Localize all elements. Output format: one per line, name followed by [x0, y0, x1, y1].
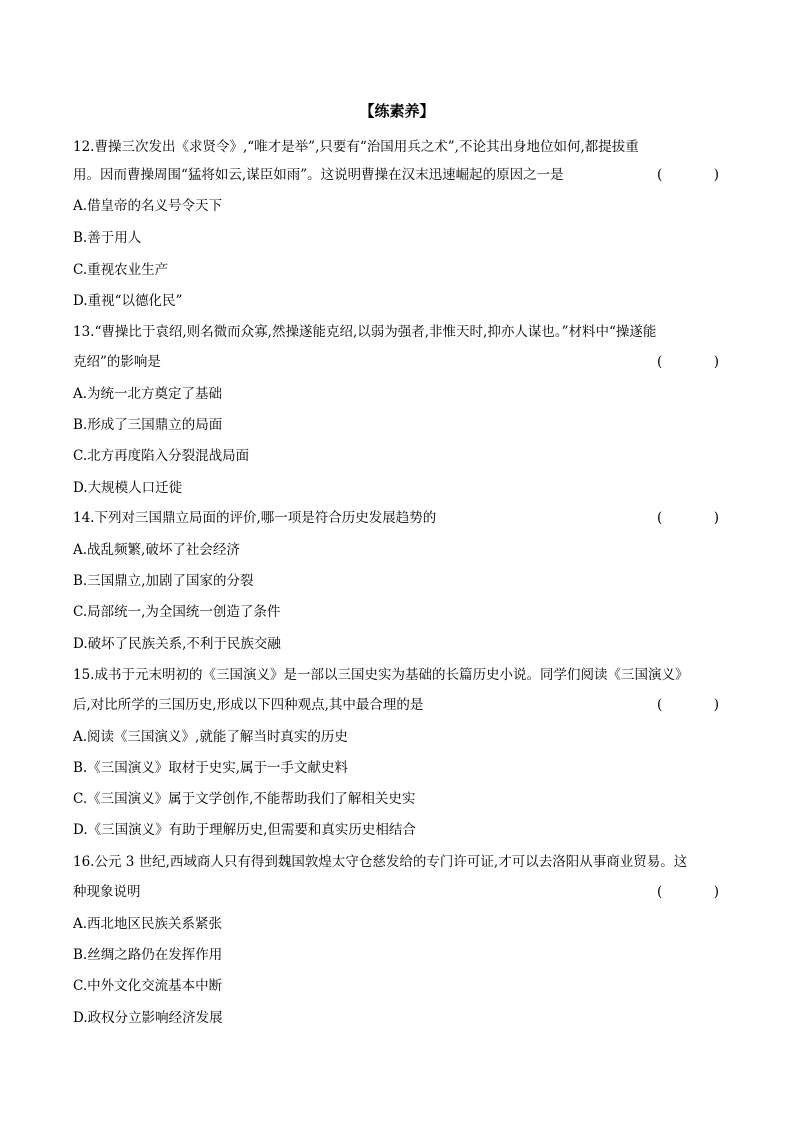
question-15-stem-line-1: 15.成书于元末明初的《三国演义》是一部以三国史实为基础的长篇历史小说。同学们阅读《三国演义》 — [73, 667, 689, 683]
question-14-option-a: A.战乱频繁,破坏了社会经济 — [73, 542, 240, 558]
question-13-stem-line-2: 克绍”的影响是 — [73, 354, 161, 370]
question-16-option-d: D.政权分立影响经济发展 — [73, 1010, 223, 1026]
question-12-answer-blank — [657, 165, 719, 185]
paren-close: ) — [713, 510, 719, 526]
question-12-option-d: D.重视“以德化民” — [73, 293, 183, 309]
question-15-option-b: B.《三国演义》取材于史实,属于一手文献史料 — [73, 760, 349, 776]
question-15-option-a: A.阅读《三国演义》,就能了解当时真实的历史 — [73, 729, 348, 745]
question-14-option-c: C.局部统一,为全国统一创造了条件 — [73, 604, 281, 620]
question-13-option-a: A.为统一北方奠定了基础 — [73, 386, 223, 402]
paren-close: ) — [713, 884, 719, 900]
question-16-option-c: C.中外文化交流基本中断 — [73, 978, 223, 994]
paren-open: ( — [657, 884, 663, 900]
question-12-stem-line-1: 12.曹操三次发出《求贤令》,“唯才是举”,只要有“治国用兵之术”,不论其出身地位如何,都提拔重 — [73, 139, 639, 155]
question-12-option-a: A.借皇帝的名义号令天下 — [73, 198, 223, 214]
question-12-stem-line-2: 用。因而曹操周围“猛将如云,谋臣如雨”。这说明曹操在汉末迅速崛起的原因之一是 — [73, 167, 564, 183]
paren-close: ) — [713, 354, 719, 370]
question-12-option-b: B.善于用人 — [73, 230, 142, 246]
question-16-stem-line-1: 16.公元 3 世纪,西域商人只有得到魏国敦煌太守仓慈发给的专门许可证,才可以去洛阳从事商业贸易。这 — [73, 854, 688, 870]
question-13-stem-line-1: 13.“曹操比于袁绍,则名微而众寡,然操遂能克绍,以弱为强者,非惟天时,抑亦人谋也。”材料中“操遂能 — [73, 324, 657, 340]
question-16-answer-blank — [657, 882, 719, 902]
question-13-option-d: D.大规模人口迁徙 — [73, 480, 183, 496]
question-14-option-b: B.三国鼎立,加剧了国家的分裂 — [73, 573, 254, 589]
question-13-option-b: B.形成了三国鼎立的局面 — [73, 417, 223, 433]
question-15-option-d: D.《三国演义》有助于理解历史,但需要和真实历史相结合 — [73, 822, 416, 838]
question-15-answer-blank — [657, 695, 719, 715]
question-16-option-b: B.丝绸之路仍在发挥作用 — [73, 947, 223, 963]
paren-open: ( — [657, 354, 663, 370]
question-14-option-d: D.破坏了民族关系,不利于民族交融 — [73, 636, 281, 652]
question-14-answer-blank — [657, 508, 719, 528]
question-13-option-c: C.北方再度陷入分裂混战局面 — [73, 448, 250, 464]
paren-open: ( — [657, 167, 663, 183]
question-16-option-a: A.西北地区民族关系紧张 — [73, 916, 223, 932]
question-15-stem-line-2: 后,对比所学的三国历史,形成以下四种观点,其中最合理的是 — [73, 697, 424, 713]
question-13-answer-blank — [657, 352, 719, 372]
paren-open: ( — [657, 697, 663, 713]
paren-close: ) — [713, 167, 719, 183]
paren-close: ) — [713, 697, 719, 713]
question-12-option-c: C.重视农业生产 — [73, 262, 169, 278]
section-title: 【练素养】 — [359, 102, 435, 120]
paren-open: ( — [657, 510, 663, 526]
question-16-stem-line-2: 种现象说明 — [73, 884, 141, 900]
question-14-stem-line-1: 14.下列对三国鼎立局面的评价,哪一项是符合历史发展趋势的 — [73, 510, 437, 526]
question-15-option-c: C.《三国演义》属于文学创作,不能帮助我们了解相关史实 — [73, 791, 416, 807]
